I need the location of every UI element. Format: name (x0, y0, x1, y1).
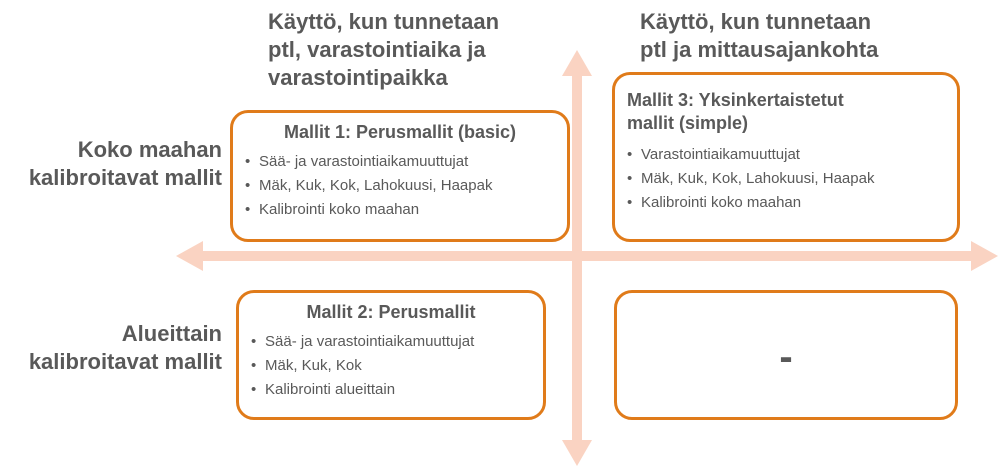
list-item: • Sää- ja varastointiaikamuuttujat (245, 150, 555, 174)
column-header-left-line: ptl, varastointiaika ja (268, 37, 486, 62)
row-header-top-line: kalibroitavat mallit (28, 165, 222, 190)
row-header-bottom-line: kalibroitavat mallit (28, 349, 222, 374)
row-header-top-line: Koko maahan (77, 137, 222, 162)
box-empty-quadrant (614, 290, 958, 420)
box-models-1-title: Mallit 1: Perusmallit (basic) (283, 122, 517, 142)
column-header-left (268, 8, 499, 92)
row-header-top (29, 136, 222, 192)
vertical-axis-top-arrow (562, 50, 592, 76)
box-models-2 (236, 290, 546, 420)
box-models-1-list (245, 150, 555, 222)
box-models-2-list (251, 330, 531, 402)
empty-dash: - (779, 335, 793, 379)
column-header-right-line: ptl ja mittausajankohta (640, 37, 879, 62)
column-header-right (640, 8, 878, 64)
column-header-left-line: Käyttö, kun tunnetaan (268, 9, 500, 34)
list-item: • Kalibrointi koko maahan (245, 198, 555, 222)
vertical-axis-bottom-arrow (562, 440, 592, 466)
list-item: • Mäk, Kuk, Kok (251, 354, 531, 378)
box-models-3 (612, 72, 960, 242)
list-item: • Mäk, Kuk, Kok, Lahokuusi, Haapak (627, 167, 945, 191)
horizontal-axis (196, 251, 978, 261)
horizontal-axis-right-arrow (971, 241, 998, 271)
horizontal-axis-left-arrow (176, 241, 203, 271)
box-models-3-list (627, 143, 945, 215)
list-item: • Mäk, Kuk, Kok, Lahokuusi, Haapak (245, 174, 555, 198)
box-models-2-title: Mallit 2: Perusmallit (306, 302, 476, 322)
list-item: • Sää- ja varastointiaikamuuttujat (251, 330, 531, 354)
box-models-3-title-line: mallit (simple) (627, 113, 749, 133)
row-header-bottom (29, 320, 222, 376)
column-header-left-line: varastointipaikka (268, 65, 448, 90)
box-models-3-title-line: Mallit 3: Yksinkertaistetut (627, 90, 844, 110)
box-models-1 (230, 110, 570, 242)
vertical-axis (572, 70, 582, 448)
row-header-bottom-line: Alueittain (121, 321, 222, 346)
list-item: • Varastointiaikamuuttujat (627, 143, 945, 167)
column-header-right-line: Käyttö, kun tunnetaan (640, 9, 872, 34)
list-item: • Kalibrointi alueittain (251, 378, 531, 402)
box-models-3-title (627, 89, 945, 135)
list-item: • Kalibrointi koko maahan (627, 191, 945, 215)
